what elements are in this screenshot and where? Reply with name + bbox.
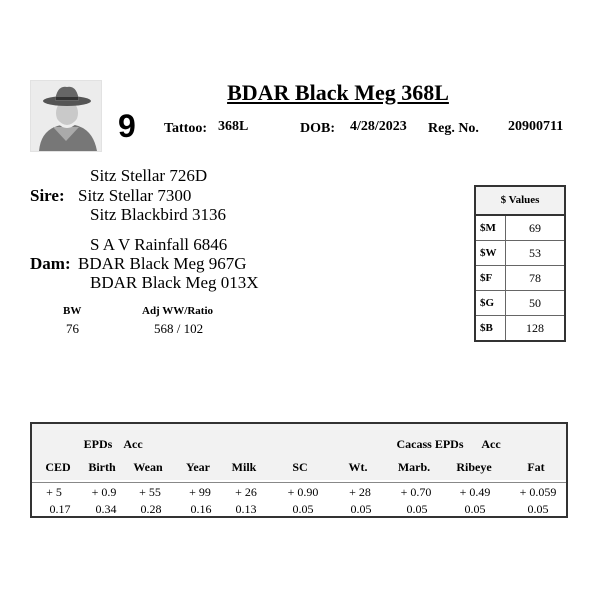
tattoo-value: 368L [218,119,249,134]
dollar-value-row [476,241,564,266]
epd-column-header-birth: Birth [88,460,116,474]
epd-column-header-sc: SC [292,460,308,474]
tattoo-label: Tattoo: [164,121,208,136]
acc-value-milk: 0.13 [235,502,257,516]
dollar-values-title: $ Values [476,187,564,216]
sire-name: Sitz Stellar 7300 [78,186,192,205]
adj-ww-label: Adj WW/Ratio [142,305,213,317]
epd-column-header-wean: Wean [133,460,163,474]
dam-sire-name: S A V Rainfall 6846 [90,235,228,254]
adj-ww-value: 568 / 102 [154,321,204,336]
dollar-value-number: 50 [529,296,541,310]
acc-value-ced: 0.17 [49,502,71,516]
acc-value-wean: 0.28 [140,502,162,516]
dollar-value-row [476,291,564,316]
bw-label: BW [63,305,82,317]
reg-value: 20900711 [508,119,564,134]
epd-column-header-ribeye: Ribeye [456,460,492,474]
dollar-value-key: $W [476,241,506,265]
sire-label: Sire: [30,186,65,205]
epd-column-header-fat: Fat [527,460,545,474]
dob-label: DOB: [300,121,335,136]
dollar-value-number: 53 [529,246,541,260]
epd-column-header-wt: Wt. [348,460,368,474]
epd-column-header-ced: CED [45,460,71,474]
dollar-value-key: $F [476,266,506,290]
epd-value-ced: + 5 [46,485,62,499]
acc-value-marb: 0.05 [406,502,428,516]
dam-dam-name: BDAR Black Meg 013X [90,273,259,292]
dam-name: BDAR Black Meg 967G [78,254,247,273]
dollar-value-row [476,316,564,340]
epd-divider [32,482,566,483]
dollar-value-number: 69 [529,221,541,235]
dollar-value-key: $B [476,316,506,340]
epd-column-header-milk: Milk [231,460,257,474]
dollar-values-table [474,185,566,342]
sire-dam-name: Sitz Blackbird 3136 [90,205,226,224]
carcass-epd-group-label: Cacass EPDs [396,437,464,451]
epd-value-birth: + 0.9 [91,485,117,499]
dollar-value-row [476,266,564,291]
epd-value-milk: + 26 [235,485,257,499]
dollar-value-key: $M [476,216,506,240]
acc-value-birth: 0.34 [95,502,117,516]
epd-column-header-marb: Marb. [397,460,431,474]
acc-value-ribeye: 0.05 [464,502,486,516]
acc-value-sc: 0.05 [292,502,314,516]
carcass-acc-label: Acc [481,437,501,451]
dob-value: 4/28/2023 [350,119,407,134]
epd-acc-label: Acc [123,437,143,451]
epd-value-wean: + 55 [139,485,161,499]
bw-value: 76 [66,321,79,336]
epd-value-ribeye: + 0.49 [459,485,491,499]
dollar-value-number: 78 [529,271,541,285]
animal-name-title: BDAR Black Meg 368L [227,80,449,105]
dollar-value-key: $G [476,291,506,315]
epd-value-wt: + 28 [349,485,371,499]
epd-group-label: EPDs [83,437,113,451]
dam-label: Dam: [30,254,71,273]
epd-value-fat: + 0.059 [519,485,557,499]
epd-table [30,422,568,518]
epd-value-marb: + 0.70 [400,485,432,499]
acc-value-fat: 0.05 [527,502,549,516]
epd-column-header-year: Year [186,460,210,474]
lot-number: 9 [118,108,136,144]
acc-value-year: 0.16 [190,502,212,516]
epd-value-sc: + 0.90 [287,485,319,499]
dollar-value-number: 128 [526,321,544,335]
dollar-value-row [476,216,564,241]
reg-label: Reg. No. [428,121,479,136]
sire-sire-name: Sitz Stellar 726D [90,166,208,185]
epd-value-year: + 99 [189,485,211,499]
acc-value-wt: 0.05 [350,502,372,516]
